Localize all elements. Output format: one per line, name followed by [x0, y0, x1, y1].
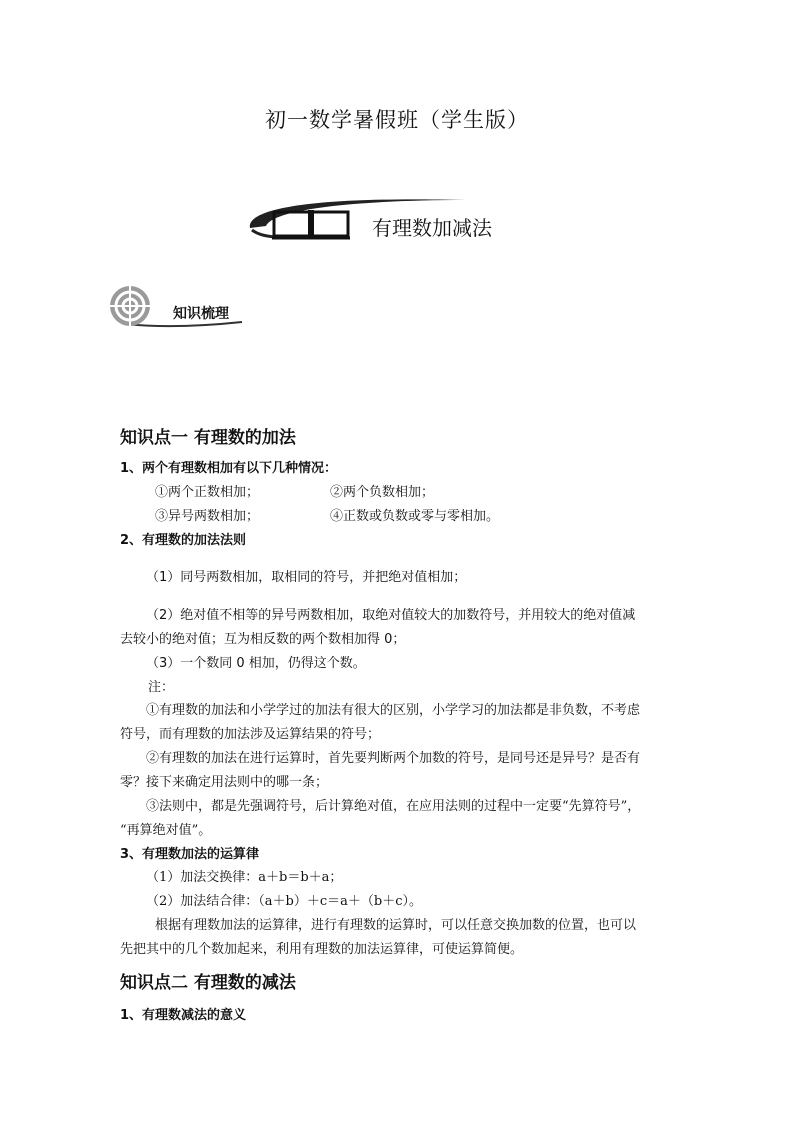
case-3: ③异号两数相加； — [155, 509, 260, 524]
kp1-s2-heading: 2、有理数的加法法则 — [120, 533, 247, 548]
open-book-icon — [270, 208, 352, 240]
rule-1: （1）同号两数相加，取相同的符号，并把绝对值相加； — [146, 570, 467, 585]
kp1-s1-heading: 1、两个有理数相加有以下几种情况： — [120, 461, 338, 476]
kp2-heading: 知识点二 有理数的减法 — [120, 973, 296, 993]
law-para-1: 根据有理数加法的运算律，进行有理数的运算时，可以任意交换加数的位置，也可以 — [155, 918, 637, 933]
target-icon — [108, 284, 152, 328]
rule-2a: （2）绝对值不相等的异号两数相加，取绝对值较大的加数符号，并用较大的绝对值减 — [146, 608, 636, 623]
law-para-2: 先把其中的几个数加起来，利用有理数的加法运算律，可使运算简便。 — [120, 942, 524, 957]
kp2-s1-heading: 1、有理数减法的意义 — [120, 1008, 247, 1023]
page-title: 初一数学暑假班（学生版） — [265, 108, 529, 132]
note-label: 注： — [148, 680, 175, 695]
note-2a: ②有理数的加法在进行运算时，首先要判断两个加数的符号，是同号还是异号？是否有 — [146, 751, 641, 766]
note-3b: “再算绝对值”。 — [120, 823, 212, 838]
case-2: ②两个负数相加； — [330, 485, 435, 500]
note-1a: ①有理数的加法和小学学过的加法有很大的区别，小学学习的加法都是非负数，不考虑 — [146, 703, 641, 718]
kp1-s3-heading: 3、有理数加法的运算律 — [120, 847, 260, 862]
law-2: （2）加法结合律：（a＋b）＋c＝a＋（b＋c）。 — [146, 894, 422, 909]
note-2b: 零？接下来确定用法则中的哪一条； — [120, 775, 329, 790]
rule-2b: 去较小的绝对值；互为相反数的两个数相加得 0； — [120, 632, 406, 647]
block-title: 知识梳理 — [173, 306, 229, 322]
case-1: ①两个正数相加； — [155, 485, 260, 500]
case-4: ④正数或负数或零与零相加。 — [330, 509, 500, 524]
note-1b: 符号，而有理数的加法涉及运算结果的符号； — [120, 727, 381, 742]
note-3a: ③法则中，都是先强调符号，后计算绝对值，在应用法则的过程中一定要“先算符号”， — [146, 799, 641, 814]
kp1-heading: 知识点一 有理数的加法 — [120, 428, 296, 448]
rule-3: （3）一个数同 0 相加，仍得这个数。 — [146, 656, 366, 671]
section-title: 有理数加减法 — [372, 216, 492, 240]
law-1: （1）加法交换律：a＋b＝b＋a； — [146, 870, 343, 885]
